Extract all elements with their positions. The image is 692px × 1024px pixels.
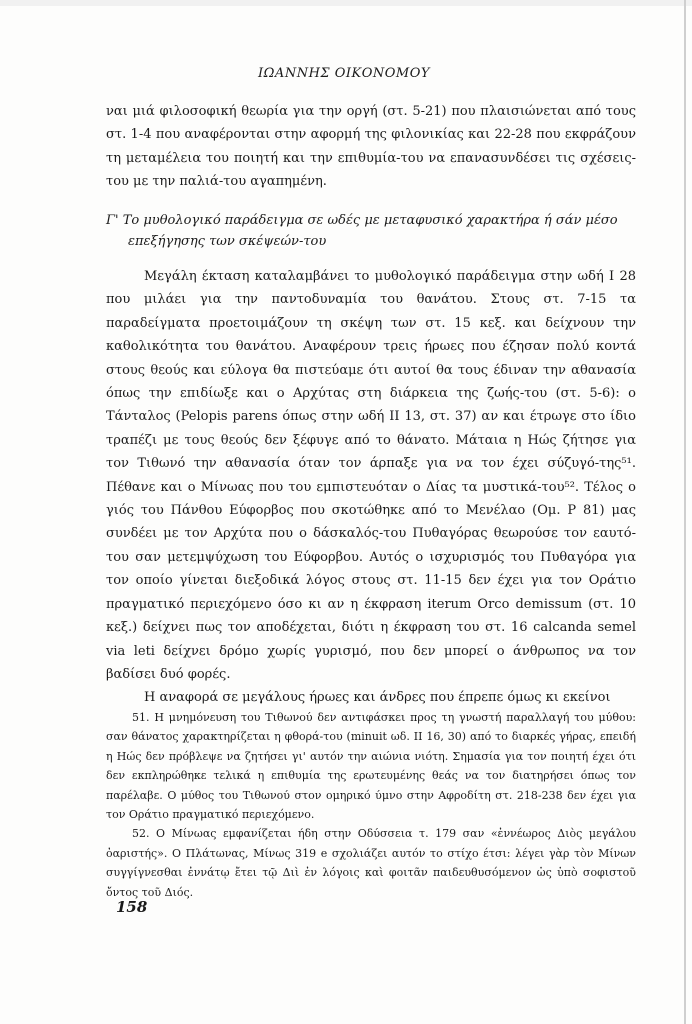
intro-text-block bbox=[106, 100, 636, 194]
section-heading: Γ' Το μυθολογικό παράδειγμα σε ωδές με μεταφυσικό χαρακτήρα ή σάν μέσο επεξήγησης των σκέψεών-του bbox=[106, 213, 618, 249]
footnotes bbox=[106, 708, 636, 902]
intro-paragraph: ναι μιά φιλοσοφική θεωρία για την οργή (στ. 5-21) που πλαισιώνεται από τους στ. 1-4 που αναφέρονται στην αφορμή της φιλονικίας και 22-28 που εκφράζουν τη μεταμέλεια του ποιητή και την επιθυμία-του να επανασυνδέσει τις σχέσεις-του με την παλιά-του αγαπημένη. bbox=[106, 104, 636, 190]
running-head: ΙΩΑΝΝΗΣ ΟΙΚΟΝΟΜΟΥ bbox=[258, 66, 430, 81]
footnote-52: 52. Ο Μίνωας εμφανίζεται ήδη στην Οδύσσεια τ. 179 σαν «ἐννέωρος Διὸς μεγάλου ὀαριστής». Ο Πλάτωνας, Μίνως 319 e σχολιάζει αυτόν το στίχο έτσι: λέγει γὰρ τὸν Μίνων συγγίγνεσθαι ἐννάτῳ ἔτει τῷ Διὶ ἐν λόγοις καὶ φοιτᾶν παιδευθυσόμενον ὡς ὑπὸ σοφιστοῦ ὄντος τοῦ Διός. bbox=[106, 827, 636, 899]
main-paragraph-1: Μεγάλη έκταση καταλαμβάνει το μυθολογικό παράδειγμα στην ωδή I 28 που μιλάει για την παντοδυναμία του θανάτου. Στους στ. 7-15 τα παραδείγματα προετοιμάζουν τη σκέψη των στ. 15 κεξ. και δείχνουν την καθολικότητα του θανάτου. Αναφέρουν τρεις ήρωες που έζησαν πολύ κοντά στους θεούς και εύλογα θα πιστεύαμε ότι αυτοί θα τους έδιναν την αθανασία όπως την επιδίωξε και ο Αρχύτας στη διάρκεια της ζωής-του (στ. 5-6): ο Τάνταλος (Pelopis parens όπως στην ωδή II 13, στ. 37) αν και έτρωγε στο ίδιο τραπέζι με τους θεούς δεν ξέφυγε από το θάνατο. Μάταια η Ηώς ζήτησε για τον Τιθωνό την αθανασία όταν τον άρπαξε για να τον έχει σύζυγό-της⁵¹. Πέθανε και ο Μίνωας που του εμπιστευόταν ο Δίας τα μυστικά-του⁵². Τέλος ο γιός του Πάνθου Εύφορβος που σκοτώθηκε από το Μενέλαο (Ομ. Ρ 81) μας συνδέει με τον Αρχύτα που ο δάσκαλός-του Πυθαγόρας θεωρούσε τον εαυτό-του σαν μετεμψύχωση του Εύφορβου. Αυτός ο ισχυρισμός του Πυθαγόρα για τον οποίο γίνεται διεξοδικά λόγος στους στ. 11-15 δεν έχει για τον Οράτιο πραγματικό περιεχόμενο όσο κι αν η έκφραση iterum Orco demissum (στ. 10 κεξ.) δείχνει πως τον αποδέχεται, διότι η έκφραση του στ. 16 calcanda semel via leti δείχνει δρόμο χωρίς γυρισμό, που δεν μπορεί ο άνθρωπος να τον βαδίσει δυό φορές. bbox=[106, 269, 636, 682]
main-text-block bbox=[106, 265, 636, 710]
main-paragraph-2: Η αναφορά σε μεγάλους ήρωες και άνδρες που έπρεπε όμως κι εκείνοι bbox=[144, 690, 611, 706]
page-top-edge bbox=[0, 0, 692, 6]
page-right-edge bbox=[684, 0, 686, 1024]
footnote-51: 51. Η μνημόνευση του Τιθωνού δεν αντιφάσκει προς τη γνωστή παραλλαγή του μύθου: σαν θάνατος χαρακτηρίζεται η φθορά-του (minuit ωδ. II 16, 30) από το διαρκές γήρας, επειδή η Ηώς δεν πρόβλεψε να ζητήσει γι' αυτόν την αιώνια νιότη. Σημασία για τον ποιητή έχει ότι δεν εκπληρώθηκε τελικά η επιθυμία της ερωτευμένης θεάς να τον διατηρήσει όπως τον παρέλαβε. Ο μύθος του Τιθωνού στον ομηρικό ύμνο στην Αφροδίτη στ. 218-238 δεν έχει για τον Οράτιο πραγματικό περιεχόμενο. bbox=[106, 711, 636, 822]
page-number: 158 bbox=[116, 898, 148, 916]
